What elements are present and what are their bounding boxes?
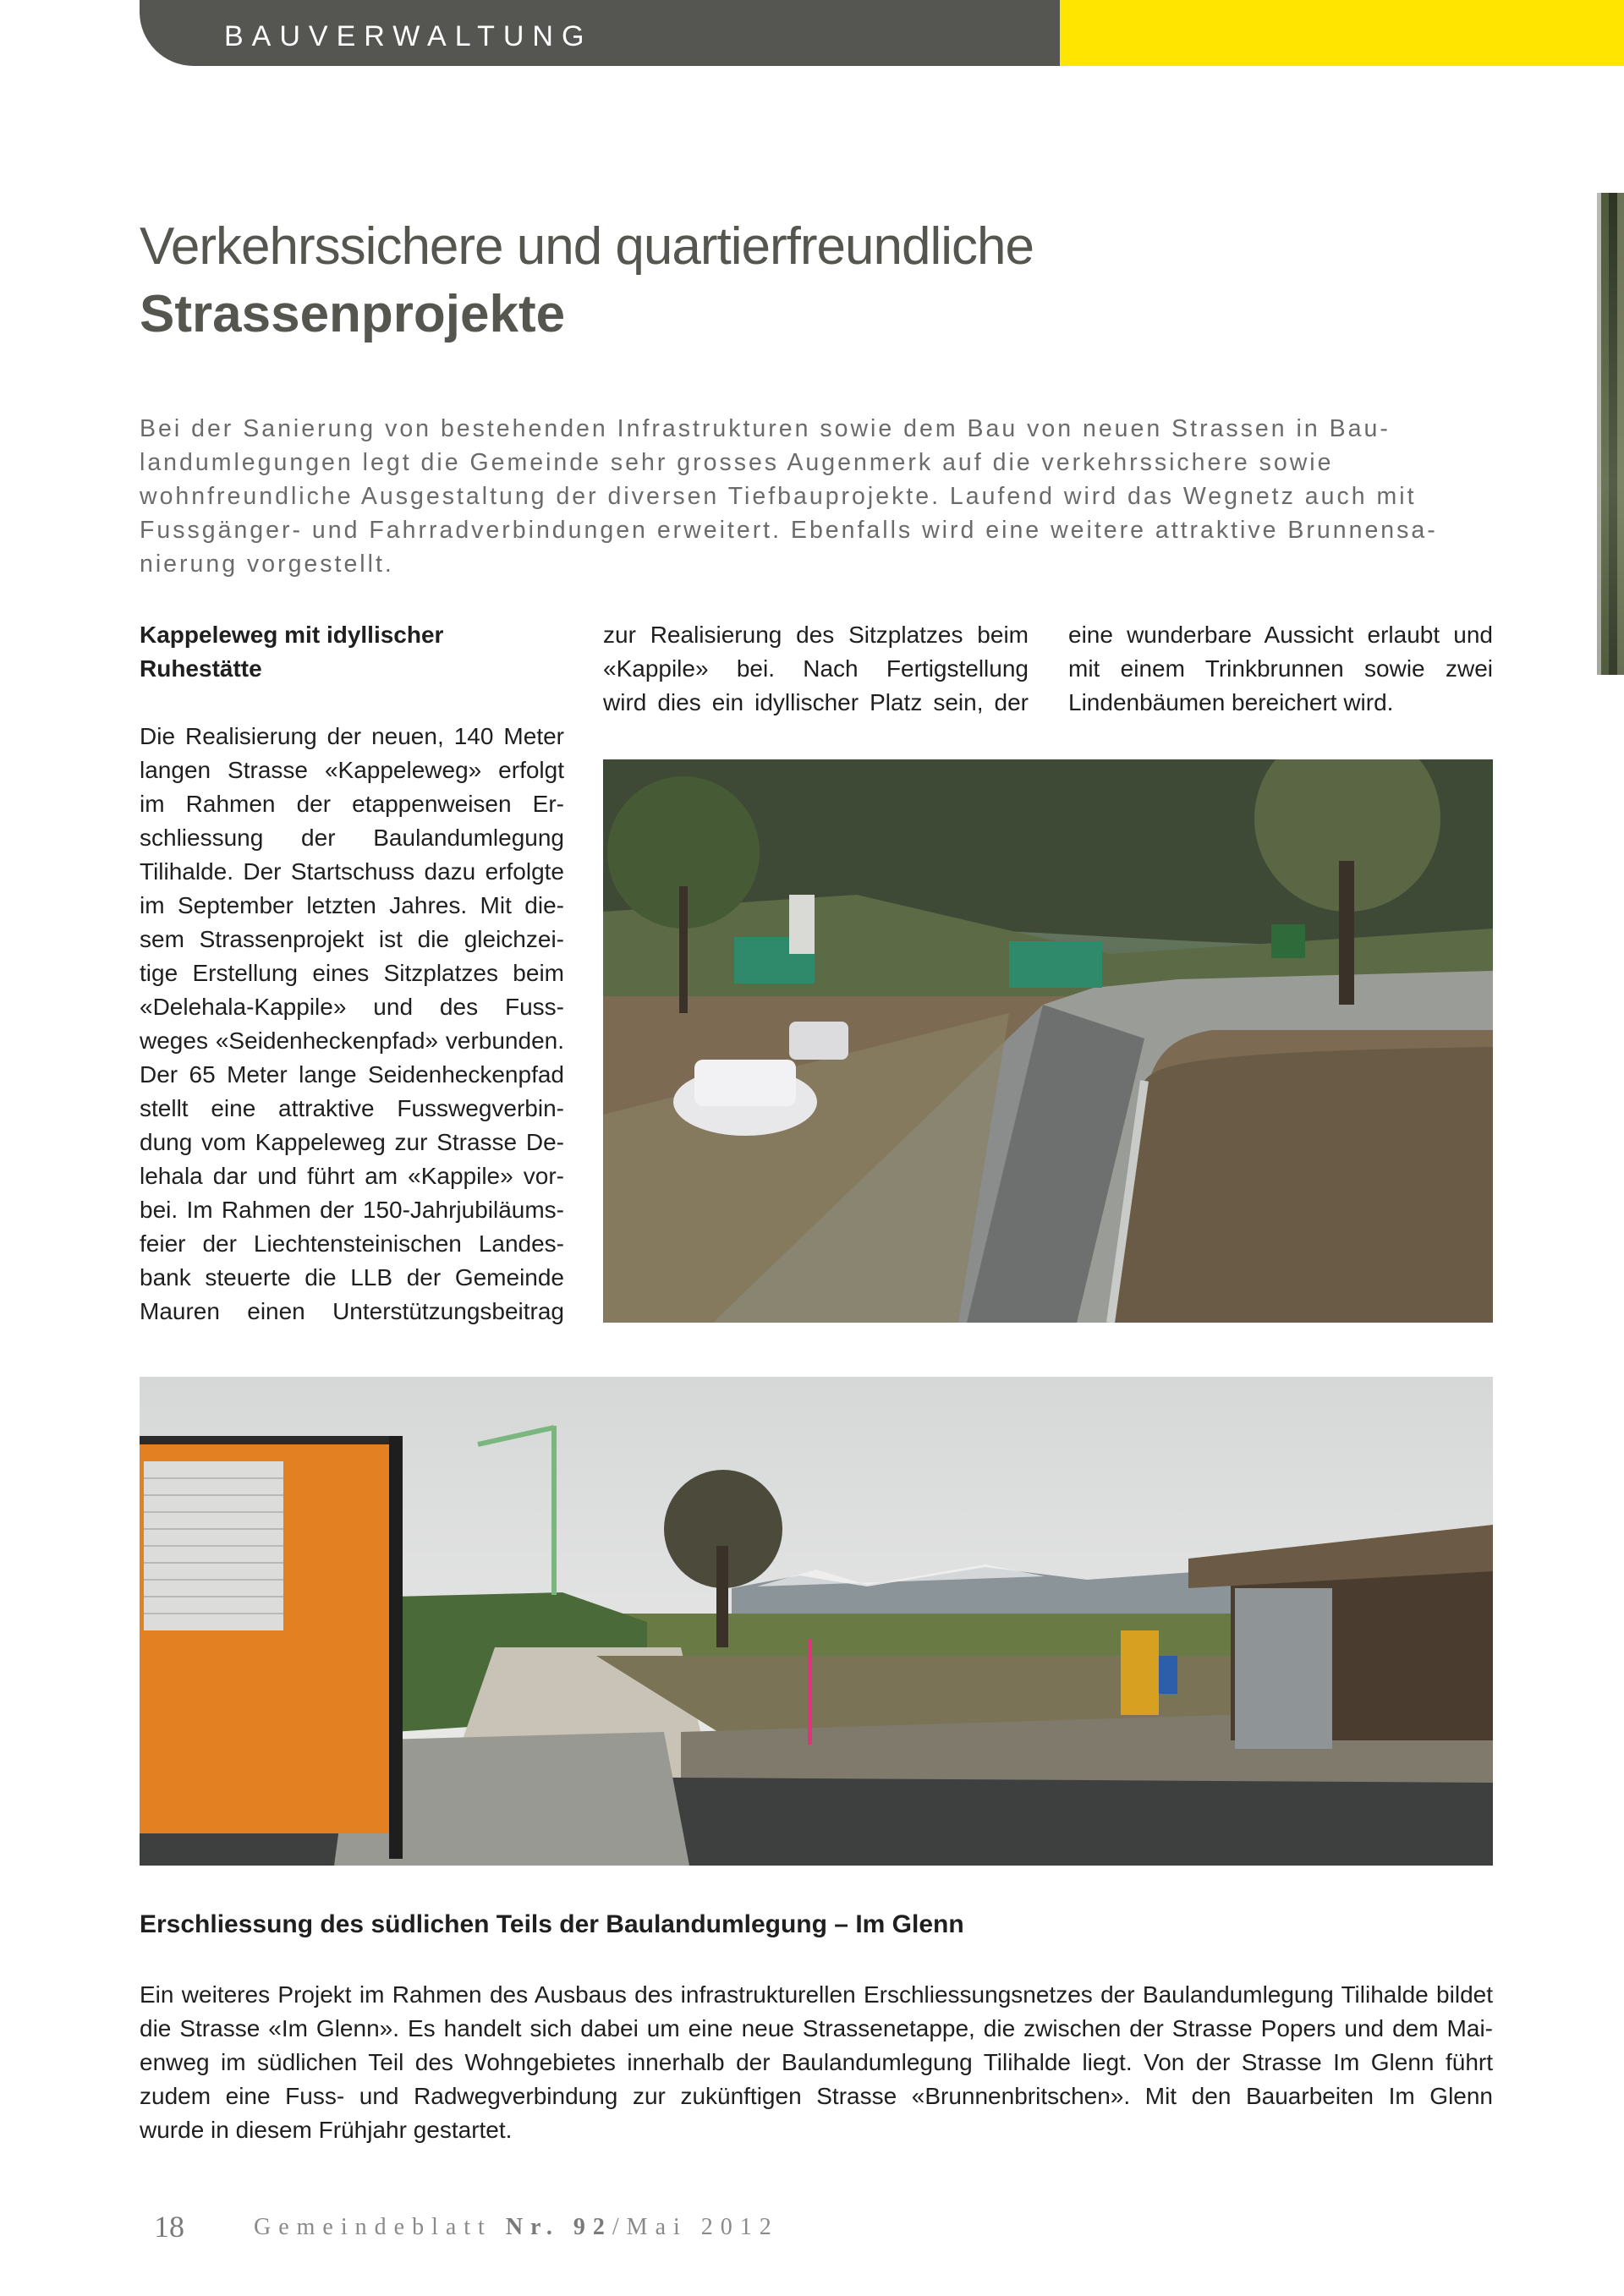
col1-line: tige Erstellung eines Sitzplatzes beim xyxy=(140,960,564,986)
col1-line: sem Strassenprojekt ist die gleichzei- xyxy=(140,926,564,952)
col1-line: Mauren einen Unterstützungsbeitrag xyxy=(140,1298,564,1324)
col1-line: langen Strasse «Kappeleweg» erfolgt xyxy=(140,757,564,783)
lead-line: Bei der Sanierung von bestehenden Infrastrukturen sowie dem Bau von neuen Strassen in Bau- xyxy=(140,415,1391,442)
page-number: 18 xyxy=(154,2210,184,2244)
col1-line: schliessung der Baulandumlegung xyxy=(140,825,564,851)
col1-line: «Delehala-Kappile» und des Fuss- xyxy=(140,994,564,1020)
section1-heading: Ruhestätte xyxy=(140,655,262,682)
col1-line: im September letzten Jahres. Mit die- xyxy=(140,892,564,918)
col1-line: lehala dar und führt am «Kappile» vor- xyxy=(140,1163,564,1189)
column-2 xyxy=(603,618,1029,720)
col2-line: «Kappile» bei. Nach Fertigstellung xyxy=(603,655,1029,682)
col1-line: Die Realisierung der neuen, 140 Meter xyxy=(140,723,564,749)
photo-im-glenn-illustration xyxy=(140,1377,1493,1866)
body2-line: die Strasse «Im Glenn». Es handelt sich dabei um eine neue Strassenetappe, die zwischen der Strasse Popers und dem Mai- xyxy=(140,2015,1493,2041)
col2-line: zur Realisierung des Sitzplatzes beim xyxy=(603,622,1029,648)
header-accent-bar xyxy=(1060,0,1624,66)
issue-date: /Mai 2012 xyxy=(612,2214,779,2240)
section1-heading: Kappeleweg mit idyllischer xyxy=(140,622,444,648)
col3-line: mit einem Trinkbrunnen sowie zwei xyxy=(1068,655,1493,682)
col1-line: Der 65 Meter lange Seidenheckenpfad xyxy=(140,1061,564,1088)
photo-kappeleweg-illustration xyxy=(603,759,1493,1323)
col1-line: stellt eine attraktive Fusswegverbin- xyxy=(140,1095,564,1121)
photo-kappeleweg xyxy=(603,759,1493,1323)
lead-line: nierung vorgestellt. xyxy=(140,551,394,578)
column-1 xyxy=(140,618,564,1329)
issue-number: Nr. 92 xyxy=(505,2214,612,2240)
photo-im-glenn xyxy=(140,1377,1493,1866)
col1-line: bei. Im Rahmen der 150-Jahrjubiläums- xyxy=(140,1197,564,1223)
publication-line xyxy=(254,2214,779,2241)
edge-photo-strip xyxy=(1597,193,1624,675)
col1-line: bank steuerte die LLB der Gemeinde xyxy=(140,1264,564,1290)
section-label: BAUVERWALTUNG xyxy=(224,20,593,52)
col3-line: eine wunderbare Aussicht erlaubt und xyxy=(1068,622,1493,648)
col1-line: feier der Liechtensteinischen Landes- xyxy=(140,1230,564,1257)
col1-line: im Rahmen der etappenweisen Er- xyxy=(140,791,564,817)
lead-line: landumlegungen legt die Gemeinde sehr grosses Augenmerk auf die verkehrssichere sowie xyxy=(140,449,1334,476)
col1-line: weges «Seidenheckenpfad» verbunden. xyxy=(140,1027,564,1054)
col3-line: Lindenbäumen bereichert wird. xyxy=(1068,689,1394,715)
article-title-line1: Verkehrssichere und quartierfreundliche xyxy=(140,217,1034,276)
article-title-line2: Strassenprojekte xyxy=(140,285,566,343)
lead-line: Fussgänger- und Fahrradverbindungen erweitert. Ebenfalls wird eine weitere attraktive Brunnensa- xyxy=(140,517,1438,544)
article-lead xyxy=(140,412,1493,581)
body2-line: zudem eine Fuss- und Radwegverbindung zur zukünftigen Strasse «Brunnenbritschen». Mit den Bauarbeiten Im Glenn xyxy=(140,2083,1493,2109)
col1-line: dung vom Kappeleweg zur Strasse De- xyxy=(140,1129,564,1155)
body2-line: Ein weiteres Projekt im Rahmen des Ausbaus des infrastrukturellen Erschliessungsnetzes der Baulandumlegung Tilihalde bildet xyxy=(140,1981,1493,2008)
section2-body xyxy=(140,1978,1493,2147)
lead-line: wohnfreundliche Ausgestaltung der diversen Tiefbauprojekte. Laufend wird das Wegnetz auch mit xyxy=(140,483,1417,510)
body2-line: enweg im südlichen Teil des Wohngebietes innerhalb der Baulandumlegung Tilihalde liegt. Von der Strasse Im Glenn führt xyxy=(140,2049,1493,2075)
publication-name: Gemeindeblatt xyxy=(254,2214,492,2240)
col2-line: wird dies ein idyllischer Platz sein, der xyxy=(603,689,1029,715)
section2-heading: Erschliessung des südlichen Teils der Baulandumlegung – Im Glenn xyxy=(140,1910,964,1938)
column-3 xyxy=(1068,618,1493,720)
body2-line: wurde in diesem Frühjahr gestartet. xyxy=(140,2117,513,2143)
col1-line: Tilihalde. Der Startschuss dazu erfolgte xyxy=(140,858,564,885)
